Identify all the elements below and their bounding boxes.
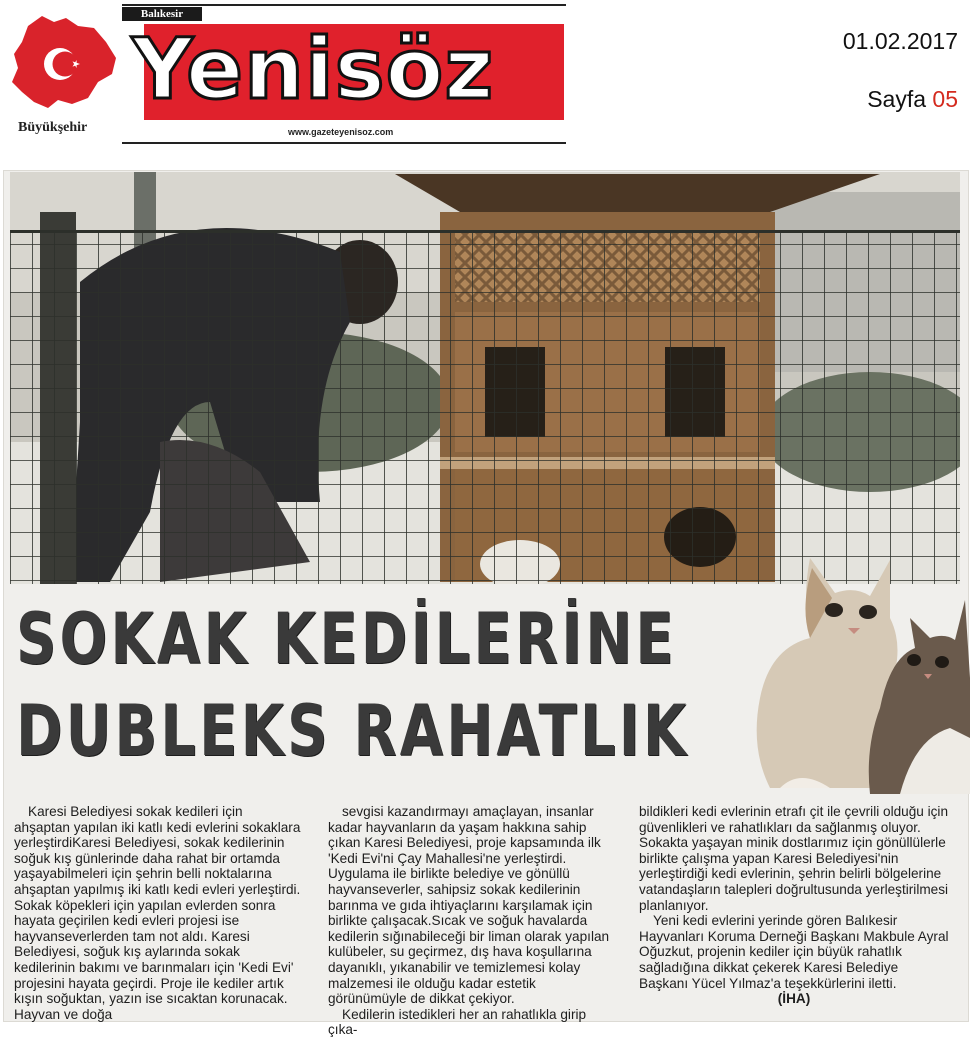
kittens-illustration [740, 538, 970, 794]
paragraph: Karesi Belediyesi sokak kedileri için ahşaptan yapılan iki katlı kedi evlerini sokaklara yerleştirdiKaresi Belediyesi, sokak kedilerinin soğuk kış günlerinde daha rahat bir ortamda yaşayabilmeleri için şehrin belli noktalarına ahşaptan yapılmış iki katlı kedi evleri yerleştirdi. Sokak köpekleri için yapılan evlerden sonra hayata geçirilen kedi evleri projesi ise hayvanseverlerden tam not aldı. Karesi Belediyesi, soğuk kış aylarında sokak kedilerinin bakımı ve barınmaları için 'Kedi Evi' projesini hayata geçirdi. Proje ile kediler artık kışın soğuktan, yazın ise sıcaktan korunacak. Hayvan ve doğa [14, 804, 301, 1022]
page-indicator [867, 86, 958, 113]
cat-house-photo [10, 172, 960, 584]
article-column-3 [639, 804, 949, 1007]
clip-date: 01.02.2017 [842, 28, 958, 54]
paragraph: sevgisi kazandırmayı amaçlayan, insanlar kadar hayvanların da yaşam hakkına sahip çıkan Karesi Belediyesi, proje kapsamında ilk 'Kedi Evi'ni Çay Mahallesi'ne yerleştirdi. Uygulama ile birlikte belediye ve gönüllü hayvanseverler, sahipsiz sokak kedilerinin barınma ve gıda ihtiyaçlarını karşılamak için birlikte çalışacak.Sıcak ve soğuk havalarda kedilerin sığınabileceği bir liman olarak yapılan kulübeler, su geçirmez, dış hava koşullarına dayanıklı, yıkanabilir ve temizlemesi kolay malzemesi ile olduğu kadar estetik görünümüyle de dikkat çekiyor. [328, 804, 610, 1007]
page-label: Sayfa [867, 86, 927, 112]
newspaper-logo: Yenisöz [132, 20, 495, 118]
turkey-flag-map-icon [8, 8, 120, 118]
masthead-rule-top [122, 4, 566, 6]
paragraph: Kedilerin istedikleri her an rahatlıkla girip çıka- [328, 1006, 587, 1038]
website-url: www.gazeteyenisoz.com [288, 127, 394, 137]
masthead [0, 0, 970, 150]
paragraph: Yeni kedi evlerini yerinde gören Balıkesir Hayvanları Koruma Derneği Başkanı Makbule Ayral Oğuzkut, projenin kediler için büyük rahatlık sağladığına dikkat çekerek Karesi Belediye Başkanı Yücel Yılmaz'a teşekkürlerini iletti. [639, 913, 949, 991]
masthead-rule-bottom [122, 142, 566, 144]
tagline: Büyükşehir [18, 120, 88, 135]
region-label: Balıkesir [122, 7, 202, 21]
headline-line-1: SOKAK KEDİLERİNE [16, 598, 677, 680]
news-source: (İHA) [777, 991, 811, 1007]
article-photo [10, 172, 960, 584]
article-column-2 [328, 804, 616, 1038]
article-column-1 [14, 804, 302, 1022]
paragraph: bildikleri kedi evlerinin etrafı çit ile çevrili olduğu için güvenlikleri ve rahatlıkları da sağlanmış oluyor. Sokakta yaşayan minik dostlarımız için gönüllülerle birlikte çalışma yapan Karesi Belediyesi'nin yerleştirdiği kedi evlerinin, şehrin belirli bölgelerine vatandaşların talepleri doğrultusunda yerleştirilmesi planlanıyor. [639, 804, 949, 913]
article-body [14, 804, 964, 1038]
headline-line-2: DUBLEKS RAHATLIK [16, 690, 690, 772]
page-number: 05 [932, 86, 958, 112]
